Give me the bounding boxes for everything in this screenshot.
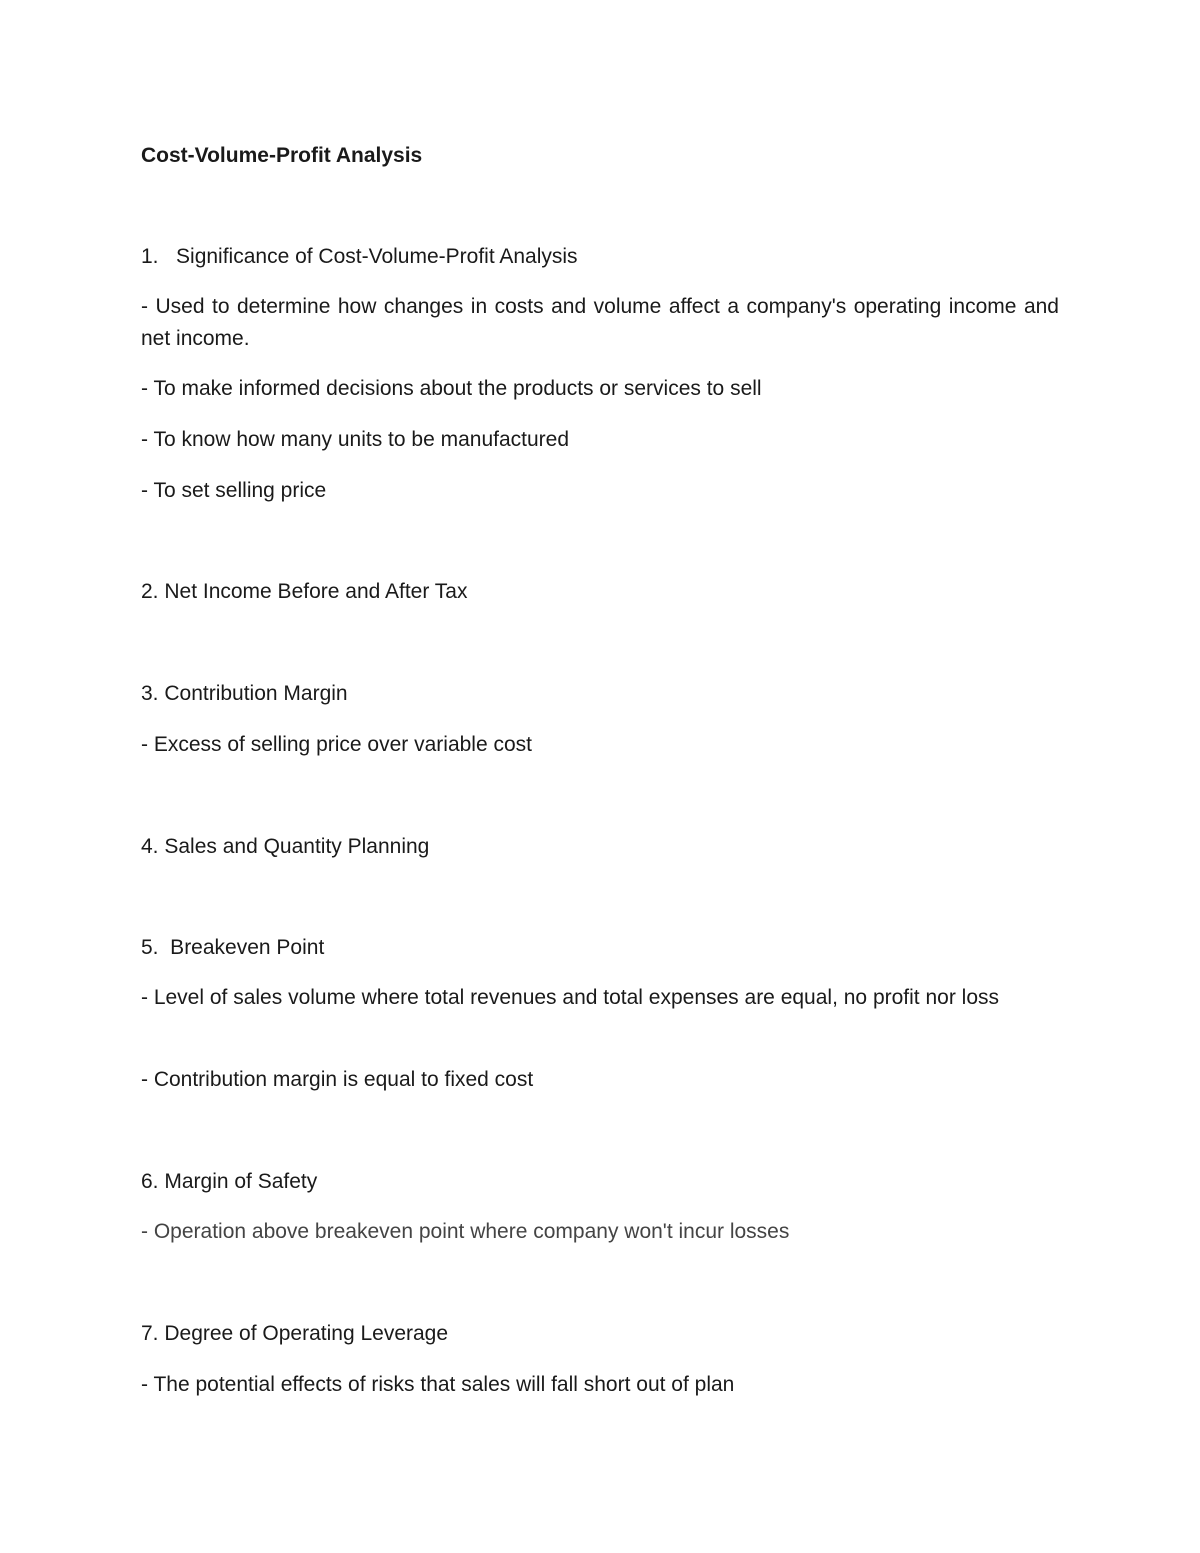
document-title: Cost-Volume-Profit Analysis [141,144,423,167]
section-7-heading: 7. Degree of Operating Leverage [141,1322,449,1345]
section-6-heading: 6. Margin of Safety [141,1170,318,1193]
section-5-heading: 5. Breakeven Point [141,936,325,959]
section-3-point-1: - Excess of selling price over variable cost [141,733,532,756]
section-1-point-4: - To set selling price [141,479,327,502]
section-5-point-1: - Level of sales volume where total revenues and total expenses are equal, no profit nor loss [141,986,999,1009]
section-1-point-2: - To make informed decisions about the products or services to sell [141,377,762,400]
section-1-heading: 1. Significance of Cost-Volume-Profit Analysis [141,245,578,268]
section-4-heading: 4. Sales and Quantity Planning [141,835,430,858]
section-7-point-1: - The potential effects of risks that sales will fall short out of plan [141,1373,735,1396]
section-5-point-2: - Contribution margin is equal to fixed cost [141,1068,534,1091]
section-1-point-3: - To know how many units to be manufactured [141,428,570,451]
section-3-heading: 3. Contribution Margin [141,682,348,705]
section-2-heading: 2. Net Income Before and After Tax [141,580,468,603]
section-1-point-1: - Used to determine how changes in costs and volume affect a company's operating income and net income. [141,295,1059,350]
section-6-point-1: - Operation above breakeven point where company won't incur losses [141,1220,790,1243]
